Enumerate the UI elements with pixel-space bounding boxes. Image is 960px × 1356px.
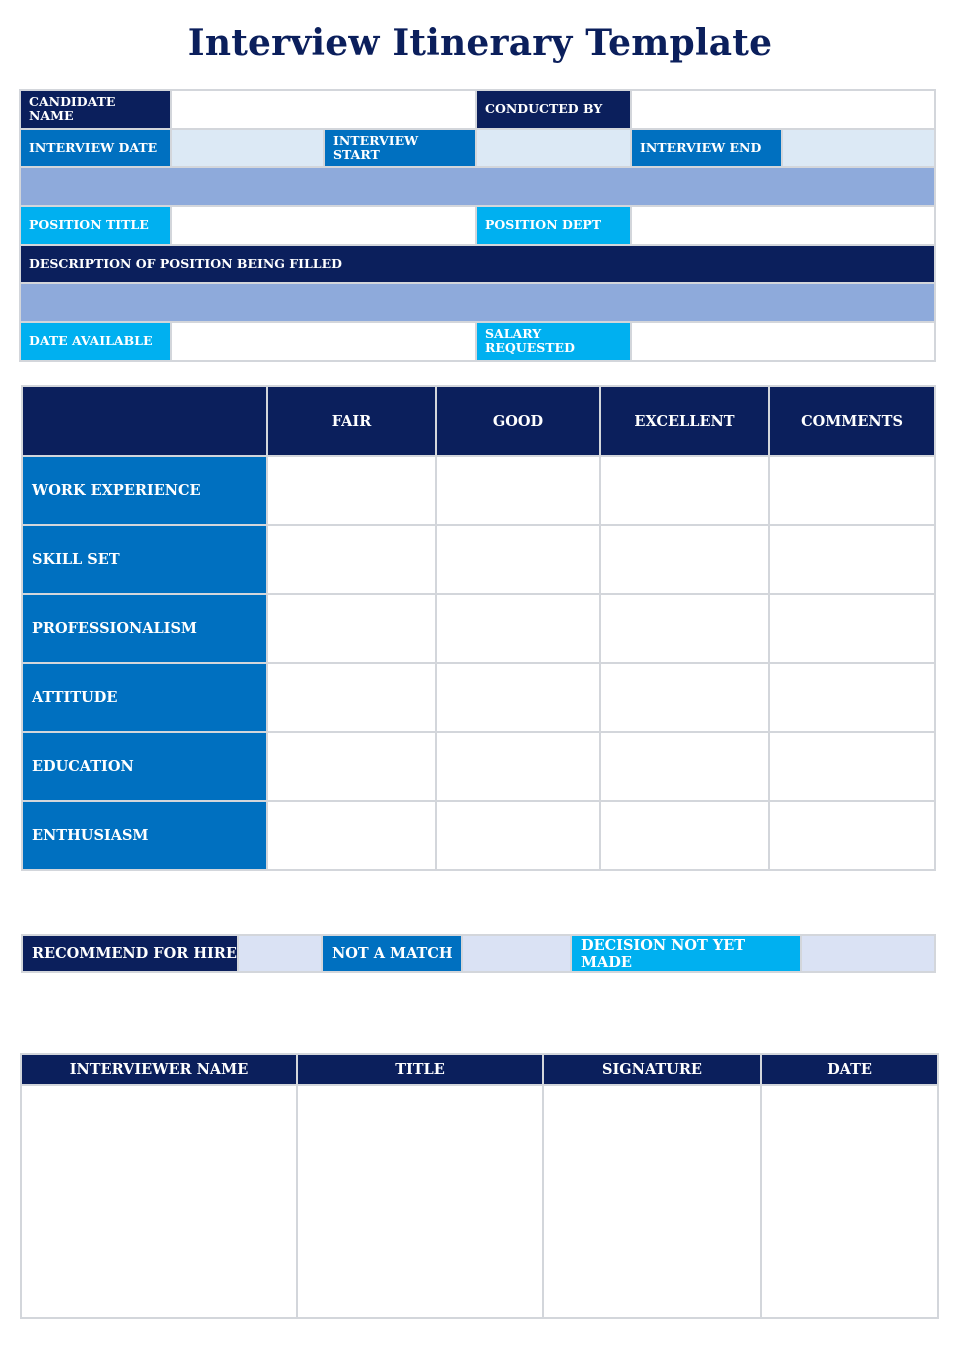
rating-cell-fair[interactable]: [267, 732, 436, 801]
rating-cell-fair[interactable]: [267, 663, 436, 732]
rating-cell-fair[interactable]: [267, 801, 436, 870]
interviewer-name-field[interactable]: [21, 1085, 297, 1318]
not-a-match-checkbox[interactable]: [462, 935, 571, 972]
decision-table: [21, 934, 936, 973]
rating-cell-comments[interactable]: [769, 525, 935, 594]
rating-header-comments: COMMENTS: [769, 386, 935, 456]
divider-band: [20, 167, 935, 206]
rating-cell-comments[interactable]: [769, 663, 935, 732]
rating-row-label: ENTHUSIASM: [22, 801, 267, 870]
table-row: [22, 594, 935, 663]
decision-not-yet-made-label: DECISION NOT YET MADE: [571, 935, 801, 972]
rating-cell-excellent[interactable]: [600, 594, 769, 663]
rating-cell-comments[interactable]: [769, 801, 935, 870]
rating-row-label: SKILL SET: [22, 525, 267, 594]
interview-end-field[interactable]: [782, 129, 935, 168]
rating-cell-excellent[interactable]: [600, 525, 769, 594]
signoff-header-signature: SIGNATURE: [543, 1054, 761, 1085]
signature-field[interactable]: [543, 1085, 761, 1318]
salary-requested-field[interactable]: [631, 322, 935, 361]
salary-requested-label: SALARY REQUESTED: [476, 322, 631, 361]
signoff-header-date: DATE: [761, 1054, 938, 1085]
rating-table: [21, 385, 936, 871]
rating-cell-good[interactable]: [436, 663, 600, 732]
candidate-name-field[interactable]: [171, 90, 476, 129]
rating-cell-comments[interactable]: [769, 456, 935, 525]
rating-cell-good[interactable]: [436, 594, 600, 663]
interview-start-field[interactable]: [476, 129, 631, 168]
rating-cell-excellent[interactable]: [600, 456, 769, 525]
rating-cell-excellent[interactable]: [600, 801, 769, 870]
conducted-by-label: CONDUCTED BY: [476, 90, 631, 129]
interview-date-label: INTERVIEW DATE: [20, 129, 171, 168]
rating-cell-good[interactable]: [436, 801, 600, 870]
rating-cell-good[interactable]: [436, 525, 600, 594]
page-title: Interview Itinerary Template: [187, 22, 773, 64]
candidate-details-table: [19, 89, 936, 362]
rating-cell-fair[interactable]: [267, 456, 436, 525]
recommend-for-hire-checkbox[interactable]: [238, 935, 322, 972]
description-field[interactable]: [20, 283, 935, 322]
signoff-table: [20, 1053, 939, 1319]
table-row: [22, 525, 935, 594]
rating-corner-cell: [22, 386, 267, 456]
rating-row-label: ATTITUDE: [22, 663, 267, 732]
position-dept-field[interactable]: [631, 206, 935, 245]
table-row: [22, 801, 935, 870]
position-title-field[interactable]: [171, 206, 476, 245]
rating-header-excellent: EXCELLENT: [600, 386, 769, 456]
recommend-for-hire-label: RECOMMEND FOR HIRE: [22, 935, 238, 972]
interviewer-title-field[interactable]: [297, 1085, 543, 1318]
interview-start-label: INTERVIEW START: [324, 129, 476, 168]
date-available-field[interactable]: [171, 322, 476, 361]
table-row: [21, 1085, 938, 1318]
not-a-match-label: NOT A MATCH: [322, 935, 462, 972]
interview-date-field[interactable]: [171, 129, 324, 168]
table-row: [22, 663, 935, 732]
rating-cell-excellent[interactable]: [600, 732, 769, 801]
rating-cell-comments[interactable]: [769, 732, 935, 801]
table-row: [22, 732, 935, 801]
rating-cell-fair[interactable]: [267, 594, 436, 663]
rating-row-label: EDUCATION: [22, 732, 267, 801]
rating-cell-comments[interactable]: [769, 594, 935, 663]
signoff-header-title: TITLE: [297, 1054, 543, 1085]
table-row: [22, 456, 935, 525]
interview-end-label: INTERVIEW END: [631, 129, 782, 168]
rating-header-good: GOOD: [436, 386, 600, 456]
rating-cell-fair[interactable]: [267, 525, 436, 594]
rating-cell-good[interactable]: [436, 732, 600, 801]
rating-cell-excellent[interactable]: [600, 663, 769, 732]
decision-not-yet-made-checkbox[interactable]: [801, 935, 935, 972]
candidate-name-label: CANDIDATE NAME: [20, 90, 171, 129]
description-label: DESCRIPTION OF POSITION BEING FILLED: [20, 245, 935, 284]
rating-row-label: WORK EXPERIENCE: [22, 456, 267, 525]
signoff-header-interviewer-name: INTERVIEWER NAME: [21, 1054, 297, 1085]
position-title-label: POSITION TITLE: [20, 206, 171, 245]
rating-cell-good[interactable]: [436, 456, 600, 525]
conducted-by-field[interactable]: [631, 90, 935, 129]
position-dept-label: POSITION DEPT: [476, 206, 631, 245]
rating-header-fair: FAIR: [267, 386, 436, 456]
date-field[interactable]: [761, 1085, 938, 1318]
rating-row-label: PROFESSIONALISM: [22, 594, 267, 663]
date-available-label: DATE AVAILABLE: [20, 322, 171, 361]
